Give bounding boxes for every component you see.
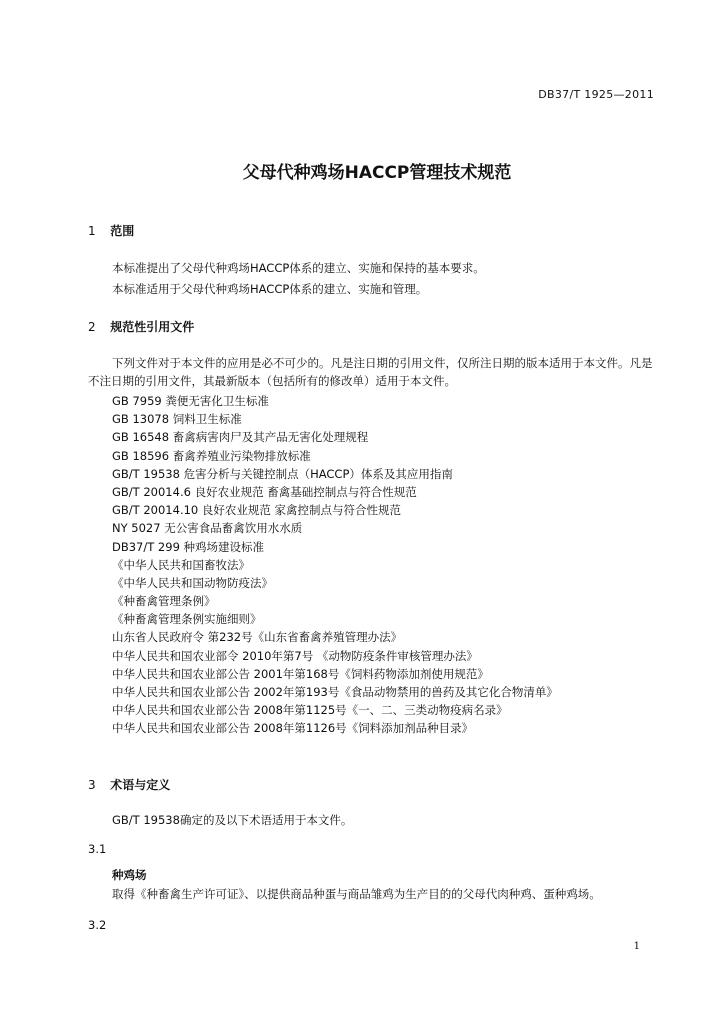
reference-item: 中华人民共和国农业部公告 2002年第193号《食品动物禁用的兽药及其它化合物清单》: [112, 685, 558, 699]
reference-item: 中华人民共和国农业部公告 2008年第1126号《饲料添加剂品种目录》: [112, 721, 474, 736]
term-number: 3.2: [88, 918, 107, 932]
reference-item: GB/T 19538 危害分析与关键控制点（HACCP）体系及其应用指南: [112, 466, 453, 481]
scope-paragraph-2: 本标准适用于父母代种鸡场HACCP体系的建立、实施和管理。: [112, 282, 428, 296]
reference-item: 《中华人民共和国动物防疫法》: [112, 575, 273, 590]
section-2-heading: [88, 318, 194, 335]
term-definition: 取得《种畜禽生产许可证》、以提供商品种蛋与商品雏鸡为生产目的的父母代肉种鸡、蛋种鸡场。: [112, 887, 601, 901]
reference-item: NY 5027 无公害食品畜禽饮用水水质: [112, 521, 303, 536]
references-intro: 下列文件对于本文件的应用是必不可少的。凡是注日期的引用文件，仅所注日期的版本适用于本文件。凡是不注日期的引用文件，其最新版本（包括所有的修改单）适用于本文件。: [88, 356, 653, 388]
reference-item: GB 18596 畜禽养殖业污染物排放标准: [112, 448, 311, 463]
reference-item: 《种畜禽管理条例实施细则》: [112, 612, 262, 627]
term-number: 3.1: [88, 842, 107, 856]
reference-item: GB 16548 畜禽病害肉尸及其产品无害化处理规程: [112, 430, 369, 445]
reference-item: 《中华人民共和国畜牧法》: [112, 557, 250, 572]
reference-item: GB/T 20014.6 良好农业规范 畜禽基础控制点与符合性规范: [112, 484, 417, 499]
section-number: 3: [88, 778, 96, 792]
terms-intro: GB/T 19538确定的及以下术语适用于本文件。: [112, 813, 353, 827]
reference-item: 山东省人民政府令 第232号《山东省畜禽养殖管理办法》: [112, 630, 403, 645]
section-title: 术语与定义: [110, 778, 171, 792]
reference-item: 中华人民共和国农业部公告 2008年第1125号《一、二、三类动物疫病名录》: [112, 703, 508, 718]
section-number: 1: [88, 224, 96, 238]
standard-code: DB37/T 1925—2011: [538, 88, 654, 101]
term-name: 种鸡场: [112, 868, 147, 882]
page-number: 1: [633, 941, 640, 952]
scope-paragraph-1: 本标准提出了父母代种鸡场HACCP体系的建立、实施和保持的基本要求。: [112, 261, 485, 275]
section-3-heading: [88, 776, 170, 793]
section-title: 范围: [110, 224, 135, 238]
reference-item: GB/T 20014.10 良好农业规范 家禽控制点与符合性规范: [112, 503, 402, 518]
reference-item: DB37/T 299 种鸡场建设标准: [112, 539, 265, 554]
document-title: 父母代种鸡场HACCP管理技术规范: [242, 163, 512, 183]
section-number: 2: [88, 320, 96, 334]
reference-list: [112, 392, 558, 738]
reference-item: GB 13078 饲料卫生标准: [112, 412, 242, 427]
reference-item: 中华人民共和国农业部公告 2001年第168号《饲料药物添加剂使用规范》: [112, 666, 489, 681]
reference-item: GB 7959 粪便无害化卫生标准: [112, 394, 269, 408]
section-1-heading: [88, 222, 134, 239]
reference-item: 中华人民共和国农业部令 2010年第7号 《动物防疫条件审核管理办法》: [112, 648, 478, 663]
reference-item: 《种畜禽管理条例》: [112, 594, 216, 609]
section-title: 规范性引用文件: [110, 320, 195, 334]
